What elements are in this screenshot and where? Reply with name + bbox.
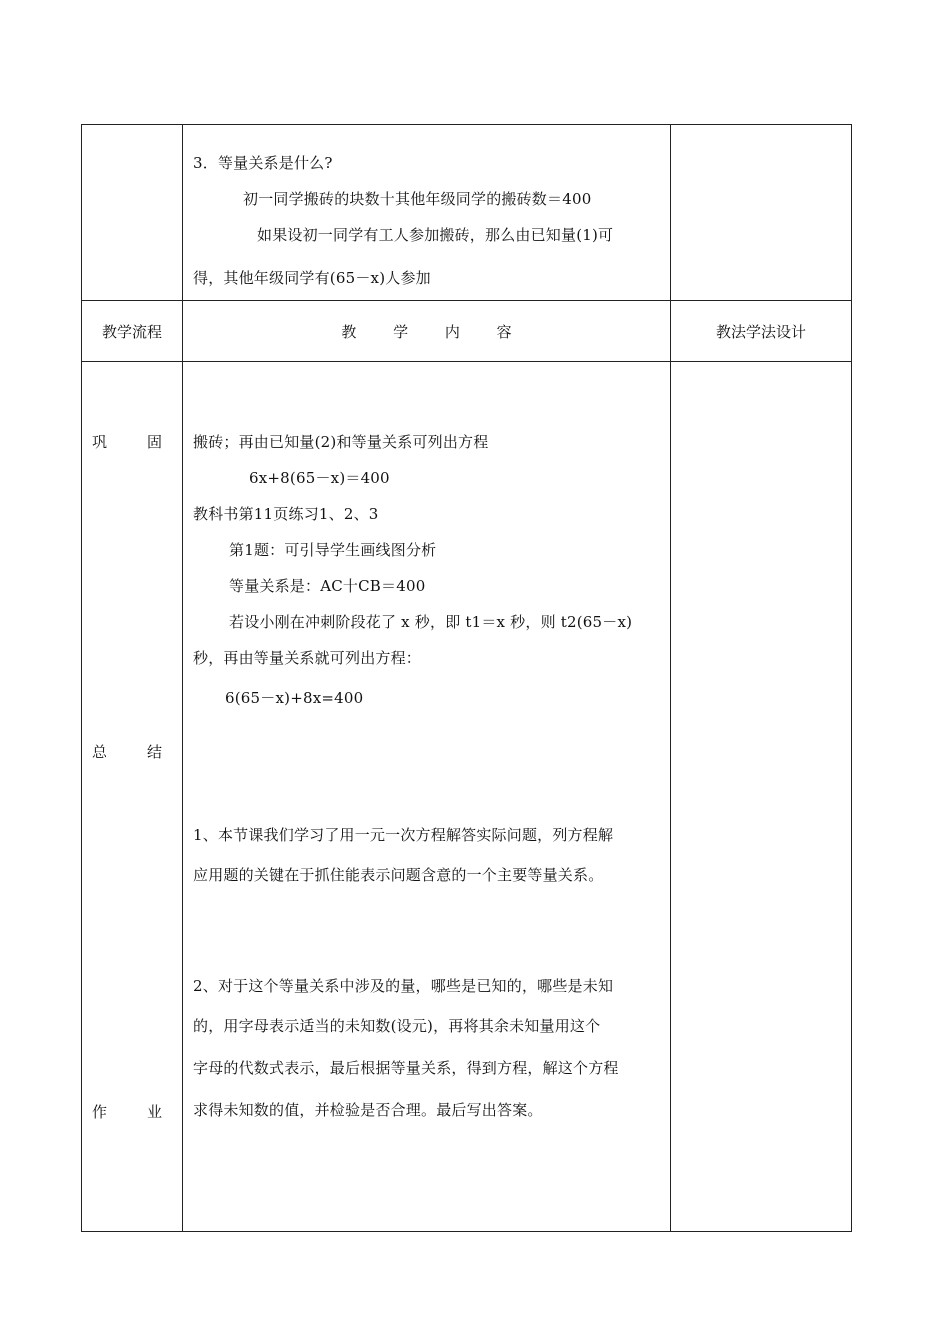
flow-cell-top: [82, 125, 183, 301]
summary-line: 求得未知数的值，并检验是否合理。最后写出答案。: [193, 1101, 543, 1119]
header-teaching-content: [183, 301, 671, 362]
equation-relation-line: 初一同学搬砖的块数十其他年级同学的搬砖数＝400: [243, 190, 592, 208]
content-line: 若设小刚在冲刺阶段花了 x 秒，即 t1＝x 秒，则 t2(65－x): [229, 613, 633, 631]
assumption-line: 如果设初一同学有工人参加搬砖，那么由已知量(1)可: [257, 226, 614, 244]
table-row: [82, 125, 852, 301]
summary-line: 1、本节课我们学习了用一元一次方程解答实际问题，列方程解: [193, 826, 614, 844]
content-line: 第1题：可引导学生画线图分析: [229, 541, 437, 559]
method-cell-main: [671, 362, 852, 1232]
table-row: [82, 362, 852, 1232]
assumption-line-cont: 得，其他年级同学有(65－x)人参加: [193, 269, 431, 287]
content-line: 搬砖；再由已知量(2)和等量关系可列出方程: [193, 433, 489, 451]
equation-line: 6(65－x)+8x=400: [225, 689, 364, 707]
content-line: 教科书第11页练习1、2、3: [193, 505, 379, 523]
header-teaching-flow: 教学流程: [82, 301, 183, 362]
label-homework: 作 业: [92, 1103, 163, 1121]
method-cell-top: [671, 125, 852, 301]
summary-line: 应用题的关键在于抓住能表示问题含意的一个主要等量关系。: [193, 866, 604, 884]
question-line: 3．等量关系是什么?: [193, 154, 333, 172]
summary-line: 的，用字母表示适当的未知数(设元)，再将其余未知量用这个: [193, 1017, 601, 1035]
equation-relation-line: 等量关系是：AC十CB＝400: [229, 577, 426, 595]
summary-line: 2、对于这个等量关系中涉及的量，哪些是已知的，哪些是未知: [193, 977, 614, 995]
table-header-row: [82, 301, 852, 362]
content-cell-top: [183, 125, 671, 301]
summary-line: 字母的代数式表示，最后根据等量关系，得到方程，解这个方程: [193, 1059, 619, 1077]
content-cell-main: [183, 362, 671, 1232]
equation-line: 6x+8(65－x)＝400: [249, 469, 390, 487]
label-consolidate: 巩 固: [92, 433, 163, 451]
header-teaching-content-label: 教 学 内 容: [341, 322, 528, 341]
content-line: 秒，再由等量关系就可列出方程：: [193, 649, 422, 667]
label-summary: 总 结: [92, 743, 163, 761]
flow-cell-main: [82, 362, 183, 1232]
header-method-design: 教法学法设计: [671, 301, 852, 362]
lesson-plan-table: [81, 124, 852, 1232]
